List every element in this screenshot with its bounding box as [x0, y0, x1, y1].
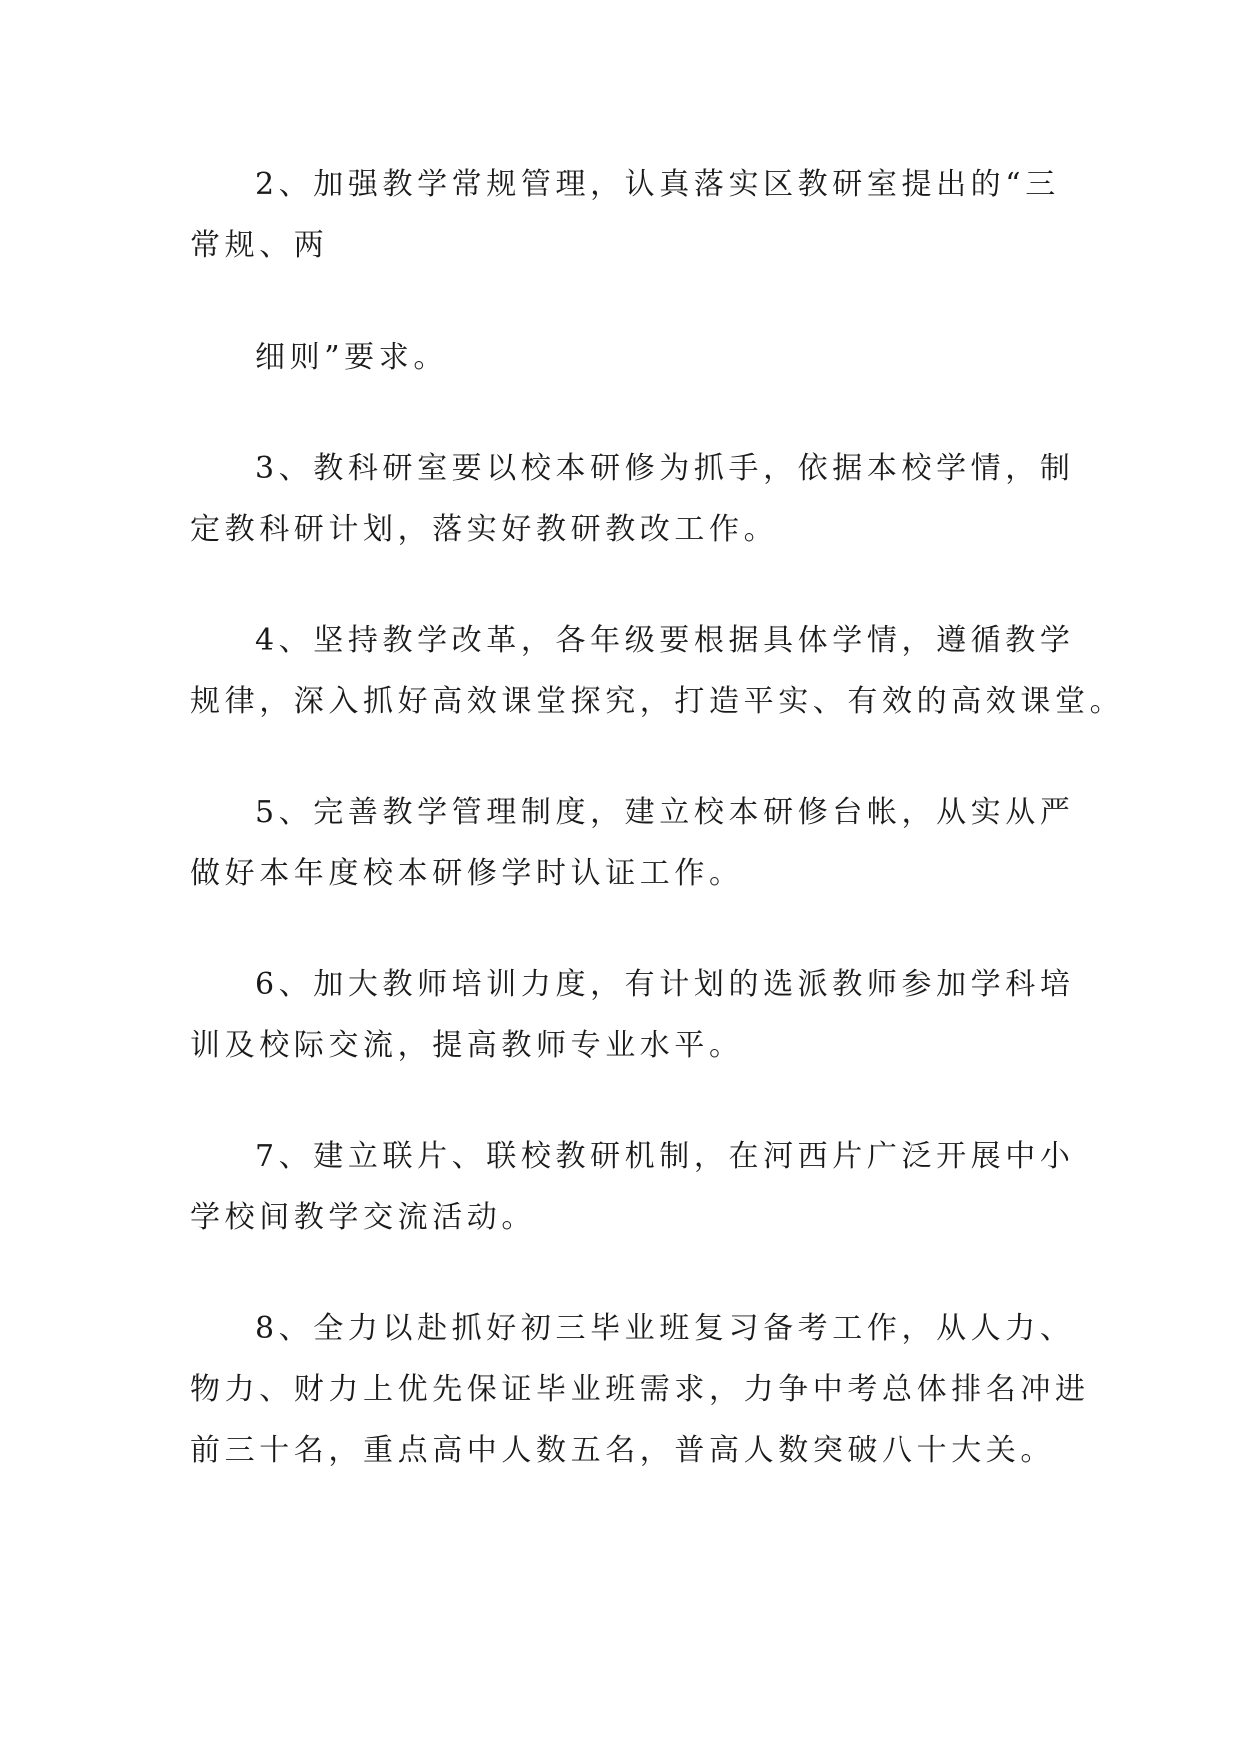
- paragraph-line: 8、全力以赴抓好初三毕业班复习备考工作，从人力、: [255, 1311, 1075, 1346]
- paragraph-line: 2、加强教学常规管理，认真落实区教研室提出的“三: [255, 167, 1060, 202]
- paragraph-line: 4、坚持教学改革，各年级要根据具体学情，遵循教学: [255, 623, 1075, 658]
- paragraph-line: 7、建立联片、联校教研机制，在河西片广泛开展中小: [255, 1139, 1075, 1174]
- paragraph-line: 前三十名，重点高中人数五名，普高人数突破八十大关。: [190, 1433, 1055, 1468]
- paragraph-line: 规律，深入抓好高效课堂探究，打造平实、有效的高效课堂。: [190, 684, 1125, 719]
- paragraph-line: 学校间教学交流活动。: [190, 1200, 536, 1235]
- paragraph-line: 5、完善教学管理制度，建立校本研修台帐，从实从严: [255, 795, 1075, 830]
- paragraph-line: 做好本年度校本研修学时认证工作。: [190, 856, 744, 891]
- paragraph-line: 3、教科研室要以校本研修为抓手，依据本校学情，制: [255, 451, 1075, 486]
- paragraph-line: 常规、两: [190, 228, 329, 263]
- paragraph-line: 细则”要求。: [255, 340, 448, 375]
- paragraph-line: 训及校际交流，提高教师专业水平。: [190, 1028, 744, 1063]
- paragraph-line: 物力、财力上优先保证毕业班需求，力争中考总体排名冲进: [190, 1372, 1090, 1407]
- paragraph-line: 定教科研计划，落实好教研教改工作。: [190, 512, 779, 547]
- paragraph-line: 6、加大教师培训力度，有计划的选派教师参加学科培: [255, 967, 1075, 1002]
